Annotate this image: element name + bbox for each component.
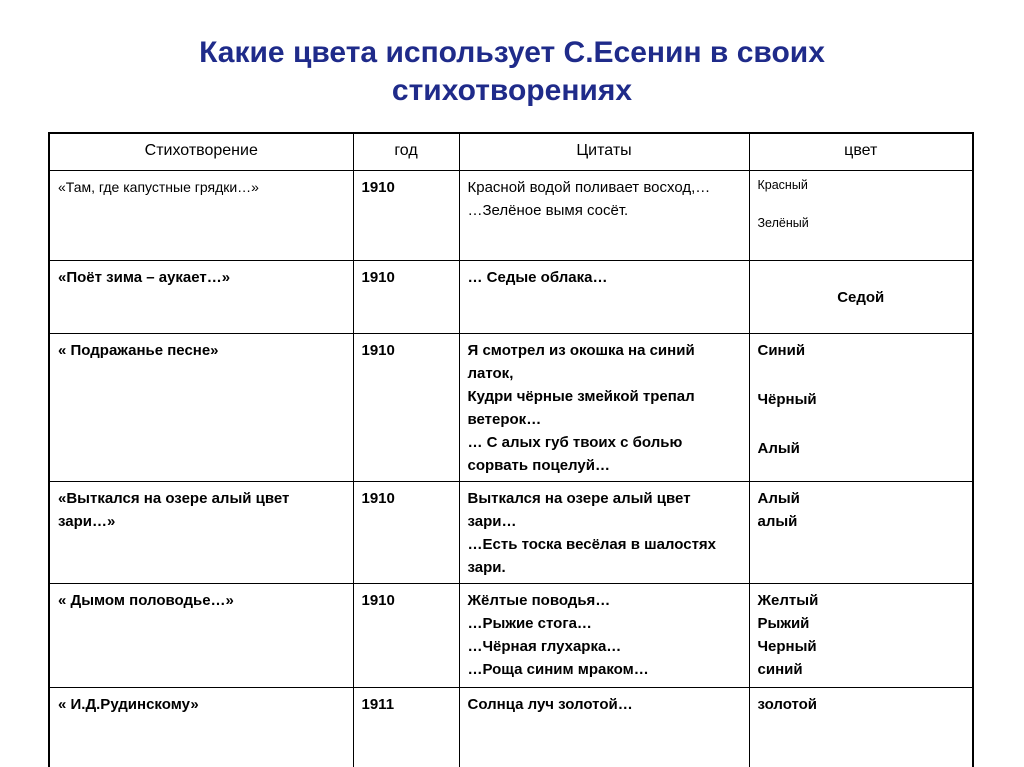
- quote-line: …Чёрная глухарка…: [467, 638, 622, 655]
- color-cell: [749, 688, 972, 767]
- quotes-cell: [459, 261, 749, 334]
- quotes-cell: [459, 171, 749, 261]
- poem-cell: « Дымом половодье…»: [50, 584, 353, 688]
- year-cell: 1910: [353, 584, 459, 688]
- color-cell: [749, 482, 972, 584]
- table-row: [50, 334, 972, 482]
- quotes-cell: [459, 584, 749, 688]
- title-line-1: Какие цвета использует С.Есенин в своих: [199, 36, 825, 69]
- color-cell: [749, 171, 972, 261]
- quotes-cell: [459, 688, 749, 767]
- color-value: золотой: [757, 696, 818, 713]
- poem-cell: « Подражанье песне»: [50, 334, 353, 482]
- year-cell: 1911: [353, 688, 459, 767]
- quote-line: …Рыжие стога…: [467, 615, 592, 632]
- color-value: Седой: [837, 289, 885, 306]
- table-header-row: [50, 134, 972, 171]
- color-cell: [749, 261, 972, 334]
- color-value: синий: [757, 661, 803, 678]
- color-value: Зелёный: [757, 216, 809, 230]
- title-line-2: стихотворениях: [391, 74, 633, 107]
- year-cell: 1910: [353, 482, 459, 584]
- table-row: [50, 171, 972, 261]
- year-cell: 1910: [353, 171, 459, 261]
- quote-line: Солнца луч золотой…: [467, 696, 633, 713]
- color-value: Алый: [757, 490, 800, 507]
- header-year: год: [353, 134, 459, 171]
- table-frame: [48, 132, 974, 767]
- quote-line: … С алых губ твоих с болью сорвать поцелуй…: [467, 434, 683, 474]
- quotes-cell: [459, 334, 749, 482]
- poem-cell: « И.Д.Рудинскому»: [50, 688, 353, 767]
- color-value: алый: [757, 513, 798, 530]
- page-title: [0, 34, 1024, 110]
- quote-line: Выткался на озере алый цвет зари…: [467, 490, 691, 530]
- year-cell: 1910: [353, 334, 459, 482]
- poem-cell: «Выткался на озере алый цвет зари…»: [50, 482, 353, 584]
- table-row: [50, 261, 972, 334]
- color-cell: [749, 584, 972, 688]
- year-cell: 1910: [353, 261, 459, 334]
- quote-line: Жёлтые поводья…: [467, 592, 611, 609]
- colors-table: [50, 134, 972, 767]
- color-value: Алый: [757, 440, 800, 457]
- color-value: Синий: [757, 342, 806, 359]
- table-row: [50, 688, 972, 767]
- quote-line: Кудри чёрные змейкой трепал ветерок…: [467, 388, 695, 428]
- poem-cell: «Там, где капустные грядки…»: [50, 171, 353, 261]
- quote-line: …Есть тоска весёлая в шалостях зари.: [467, 536, 717, 576]
- header-color: цвет: [749, 134, 972, 171]
- quote-line: …Роща синим мраком…: [467, 661, 649, 678]
- table-row: [50, 482, 972, 584]
- color-value: Чёрный: [757, 391, 817, 408]
- quote-line: … Седые облака…: [467, 269, 608, 286]
- quote-line: Красной водой поливает восход,…: [467, 179, 711, 196]
- quotes-cell: [459, 482, 749, 584]
- table-row: [50, 584, 972, 688]
- quote-line: …Зелёное вымя сосёт.: [467, 202, 629, 219]
- color-value: Рыжий: [757, 615, 810, 632]
- header-quotes: Цитаты: [459, 134, 749, 171]
- header-poem: Стихотворение: [50, 134, 353, 171]
- color-value: Желтый: [757, 592, 819, 609]
- quote-line: Я смотрел из окошка на синий латок,: [467, 342, 695, 382]
- color-cell: [749, 334, 972, 482]
- color-value: Красный: [757, 178, 808, 192]
- color-value: Черный: [757, 638, 817, 655]
- poem-cell: «Поёт зима – аукает…»: [50, 261, 353, 334]
